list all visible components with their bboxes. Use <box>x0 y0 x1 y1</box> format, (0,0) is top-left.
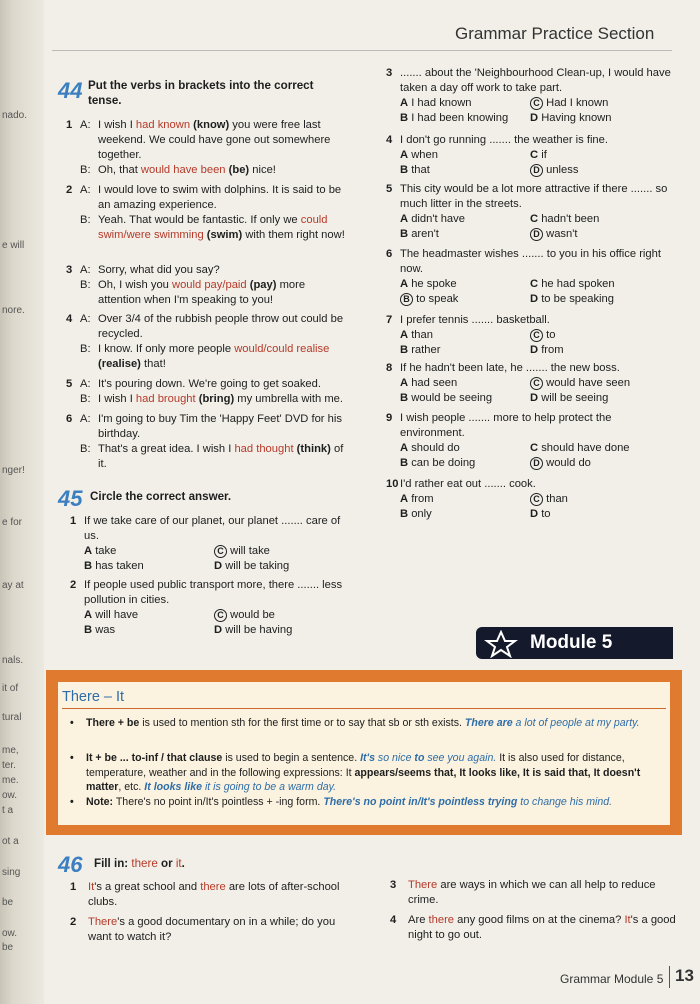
star-icon <box>484 630 518 658</box>
ex44-item: 6 A: I'm going to buy Tim the 'Happy Feet' DVD for his birthday. B: That's a great idea. I wish I had thought (think) of it. <box>66 413 344 470</box>
rule-1-key: There + be <box>86 717 140 729</box>
grammar-box-divider <box>62 708 666 709</box>
ex46-item-2: 2 There's a good documentary on in a while; do you want to watch it? <box>70 916 336 943</box>
exercise-44-number: 44 <box>58 78 83 103</box>
ex45-item: 1 If we take care of our planet, our planet ....... care of us. A take C will take B has taken D will be taking <box>70 515 341 572</box>
rule-1-text: is used to mention sth for the first time or to say that sb or sth exists. <box>139 717 465 729</box>
answer-circle-icon: C <box>530 329 543 342</box>
ex44-item: 2 A: I would love to swim with dolphins. It is said to be an amazing experience. B: Yeah. That would be fantastic. If only we could swim/were swimming (swim) with them right now! <box>66 184 345 241</box>
ex45-item: 5 This city would be a lot more attractive if there ....... so much litter in the streets. A didn't have C hadn't been B aren't D wasn't <box>386 183 668 240</box>
rule-3-key: Note: <box>86 796 114 808</box>
ex44-item: 4 A: Over 3/4 of the rubbish people throw out could be recycled. B: I know. If only more people would/could realise (realise) that! <box>66 313 344 370</box>
spine-fragment: ow. <box>2 790 18 801</box>
rule-2-text2: It is also used for distance, temperature, weather and in the following expressions: It <box>86 752 625 779</box>
ex44-item: 1 A: I wish I had known (know) you were free last weekend. We could have gone out somewhere together. B: Oh, that would have been (be) nice! <box>66 119 331 176</box>
rule-2-text: is used to begin a sentence. <box>222 752 361 764</box>
exercise-45-number: 45 <box>58 486 83 511</box>
rule-2-text3: , etc. <box>118 781 145 793</box>
rule-2-expressions: appears/seems that, It looks like, It is said that, It doesn't matter <box>86 766 641 793</box>
rule-1-example-key: There are <box>464 717 513 729</box>
spine-fragment: me. <box>2 775 19 786</box>
rule-3-text: There's no point in/It's pointless + -ing form. <box>113 796 324 808</box>
ex46-item-4: 4 Are there any good films on at the cinema? It's a good night to go out. <box>390 914 676 941</box>
ex45-item: 3 ....... about the 'Neighbourhood Clean-up, I would have taken a day off work to take part. A I had known C Had I known B I had been knowing D Having known <box>386 67 671 124</box>
grammar-box-title: There – It <box>62 689 125 705</box>
footer-divider <box>669 966 670 988</box>
header-divider <box>52 50 672 51</box>
answer-circle-icon: D <box>530 164 543 177</box>
spine-fragment: tural <box>2 712 22 723</box>
answer-circle-icon: C <box>530 97 543 110</box>
module-label: Module 5 <box>530 632 613 653</box>
spine-fragment: sing <box>2 867 21 878</box>
spine-fragment: e will <box>2 240 25 251</box>
rule-3-example-key: There's no point in/It's pointless trying <box>323 796 518 808</box>
exercise-45-title: Circle the correct answer. <box>90 490 232 503</box>
spine-fragment: nger! <box>2 465 25 476</box>
rule-3-example: to change his mind. <box>517 796 613 808</box>
spine-fragment: it of <box>2 683 19 694</box>
answer-circle-icon: C <box>214 609 227 622</box>
spine-fragment: be <box>2 942 14 953</box>
spine-fragment: nado. <box>2 110 28 121</box>
ex45-item: 10 I'd rather eat out ....... cook. A from C than B only D to <box>386 478 568 520</box>
rule-2-example-end: see you again. <box>424 752 497 764</box>
exercise-44-title: Put the verbs in brackets into the correct tense. <box>88 79 314 107</box>
ex44-item: 5 A: It's pouring down. We're going to get soaked. B: I wish I had brought (bring) my umbrella with me. <box>66 378 343 405</box>
spine-fragment: nals. <box>2 655 24 666</box>
rule-1-example: a lot of people at my party. <box>512 717 640 729</box>
answer-circle-icon: C <box>530 377 543 390</box>
spine-fragment: me, <box>2 745 19 756</box>
grammar-rule-2: • It + be ... to-inf / that clause is used to begin a sentence. It's so nice to see you again. It is also used for distance, temperature, weather and in the following expressions: It appears/seems that, It looks like, It is said that, It doesn't matter, etc. It looks like it is going to be a warm day. <box>70 752 641 793</box>
grammar-rule-1: • There + be is used to mention sth for the first time or to say that sb or sth exists. There are a lot of people at my party. <box>70 717 640 729</box>
ex45-item: 2 If people used public transport more, there ....... less pollution in cities. A will have C would be B was D will be having <box>70 579 343 636</box>
grammar-rule-3: • Note: There's no point in/It's pointless + -ing form. There's no point in/It's pointless trying to change his mind. <box>70 796 613 808</box>
rule-2-example-part: so nice <box>374 752 415 764</box>
ex45-item: 8 If he hadn't been late, he ....... the new boss. A had seen C would have seen B would be seeing D will be seeing <box>386 362 631 404</box>
rule-2-key: It + be ... to-inf / that clause <box>86 752 223 764</box>
rule-2-example-key2: to <box>414 752 425 764</box>
rule-2-example-key: It's <box>360 752 375 764</box>
footer-label: Grammar Module 5 <box>560 972 664 986</box>
page-header: Grammar Practice Section <box>455 24 655 43</box>
ex46-item-1: 1 It's a great school and there are lots of after-school clubs. <box>70 881 340 908</box>
ex45-item: 6 The headmaster wishes ....... to you in his office right now. A he spoke C he had spoken B to speak D to be speaking <box>386 248 661 305</box>
spine-fragment: be <box>2 897 14 908</box>
ex45-item: 7 I prefer tennis ....... basketball. A than C to B rather D from <box>386 314 564 356</box>
answer-circle-icon: C <box>214 545 227 558</box>
spine-fragment: ter. <box>2 760 16 771</box>
ex46-item-3: 3 There are ways in which we can all help to reduce crime. <box>390 879 656 906</box>
ex44-item: 3 A: Sorry, what did you say? B: Oh, I wish you would pay/paid (pay) more attention when I'm speaking to you! <box>66 264 306 306</box>
spine-fragment: ay at <box>2 580 24 591</box>
exercise-46-title: Fill in: there or it. <box>94 857 185 870</box>
exercise-46-number: 46 <box>58 852 83 877</box>
page-spine <box>0 0 44 1004</box>
spine-fragment: e for <box>2 517 23 528</box>
rule-2-example3-key: It looks like <box>144 781 202 793</box>
rule-2-example3: it is going to be a warm day. <box>202 781 337 793</box>
answer-circle-icon: D <box>530 228 543 241</box>
page-number: 13 <box>675 966 694 985</box>
spine-fragment: ow. <box>2 928 18 939</box>
spine-fragment: nore. <box>2 305 25 316</box>
ex45-item: 9 I wish people ....... more to help protect the environment. A should do C should have done B can be doing D would do <box>386 412 630 469</box>
answer-circle-icon: C <box>530 493 543 506</box>
answer-circle-icon: D <box>530 457 543 470</box>
spine-fragment: ot a <box>2 836 19 847</box>
ex45-item: 4 I don't go running ....... the weather is fine. A when C if B that D unless <box>386 134 608 176</box>
answer-circle-icon: B <box>400 293 413 306</box>
spine-fragment: t a <box>2 805 14 816</box>
